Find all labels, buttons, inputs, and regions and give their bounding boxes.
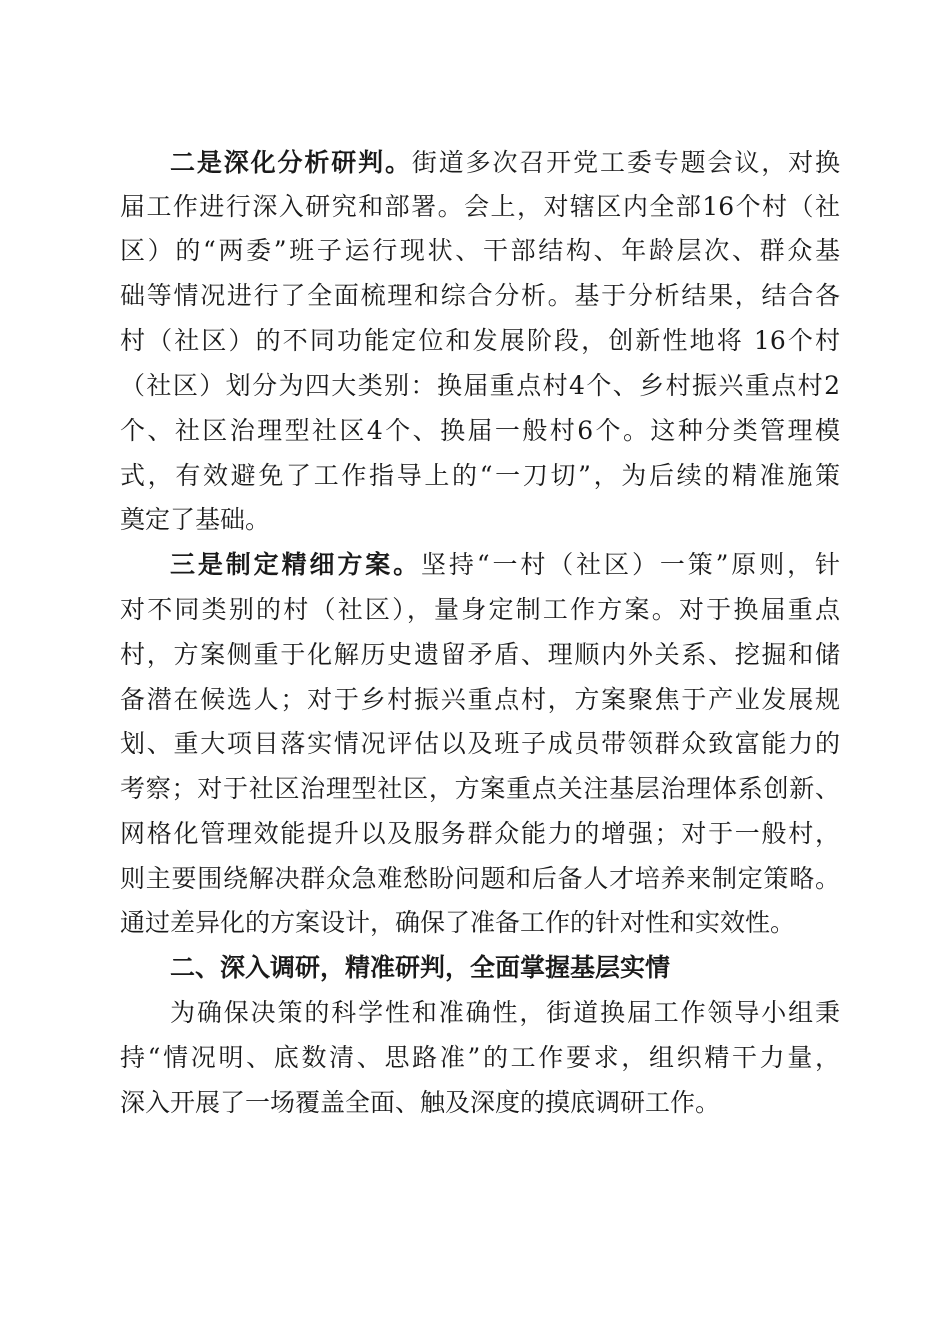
paragraph-3-line-2: 持“情况明、底数清、思路准”的工作要求，组织精干力量， xyxy=(120,1043,840,1072)
paragraph-2-line-6: 考察；对于社区治理型社区，方案重点关注基层治理体系创新、 xyxy=(120,774,840,803)
paragraph-2-line-3: 村，方案侧重于化解历史遗留矛盾、理顺内外关系、挖掘和储 xyxy=(120,640,840,669)
paragraph-3-line-1: 为确保决策的科学性和准确性，街道换届工作领导小组秉 xyxy=(170,998,840,1027)
paragraph-1-line-8: 式，有效避免了工作指导上的“一刀切”，为后续的精准施策 xyxy=(120,461,840,490)
paragraph-2-line-5: 划、重大项目落实情况评估以及班子成员带领群众致富能力的 xyxy=(120,729,840,758)
paragraph-2-lead: 三是制定精细方案。 xyxy=(170,550,422,579)
paragraph-2-line-7: 网格化管理效能提升以及服务群众能力的增强；对于一般村， xyxy=(120,819,840,848)
paragraph-2-line-8: 则主要围绕解决群众急难愁盼问题和后备人才培养来制定策略。 xyxy=(120,864,840,893)
paragraph-2-line-1-text: 坚持“一村（社区）一策”原则，针 xyxy=(421,550,840,579)
paragraph-1-line-7: 个、社区治理型社区4个、换届一般村6个。这种分类管理模 xyxy=(120,416,840,445)
paragraph-2-line-1 xyxy=(170,545,840,585)
paragraph-1-line-4: 础等情况进行了全面梳理和综合分析。基于分析结果，结合各 xyxy=(120,281,840,310)
paragraph-1-line-9: 奠定了基础。 xyxy=(120,505,271,534)
paragraph-1-line-3: 区）的“两委”班子运行现状、干部结构、年龄层次、群众基 xyxy=(120,236,840,265)
paragraph-2-line-9: 通过差异化的方案设计，确保了准备工作的针对性和实效性。 xyxy=(120,908,796,937)
paragraph-1-line-2: 届工作进行深入研究和部署。会上，对辖区内全部16个村（社 xyxy=(120,192,840,221)
paragraph-3-line-3: 深入开展了一场覆盖全面、触及深度的摸底调研工作。 xyxy=(120,1088,721,1117)
paragraph-1-line-5: 村（社区）的不同功能定位和发展阶段，创新性地将 16个村 xyxy=(120,326,840,355)
paragraph-1-line-1 xyxy=(170,143,840,183)
paragraph-1-line-1-text: 街道多次召开党工委专题会议，对换 xyxy=(411,148,840,177)
paragraph-2-line-4: 备潜在候选人；对于乡村振兴重点村，方案聚焦于产业发展规 xyxy=(120,685,840,714)
paragraph-1-lead: 二是深化分析研判。 xyxy=(170,148,412,177)
paragraph-2-line-2: 对不同类别的村（社区），量身定制工作方案。对于换届重点 xyxy=(120,595,840,624)
paragraph-1-line-6: （社区）划分为四大类别：换届重点村4个、乡村振兴重点村2 xyxy=(120,371,840,400)
section-heading: 二、深入调研，精准研判，全面掌握基层实情 xyxy=(170,953,671,982)
